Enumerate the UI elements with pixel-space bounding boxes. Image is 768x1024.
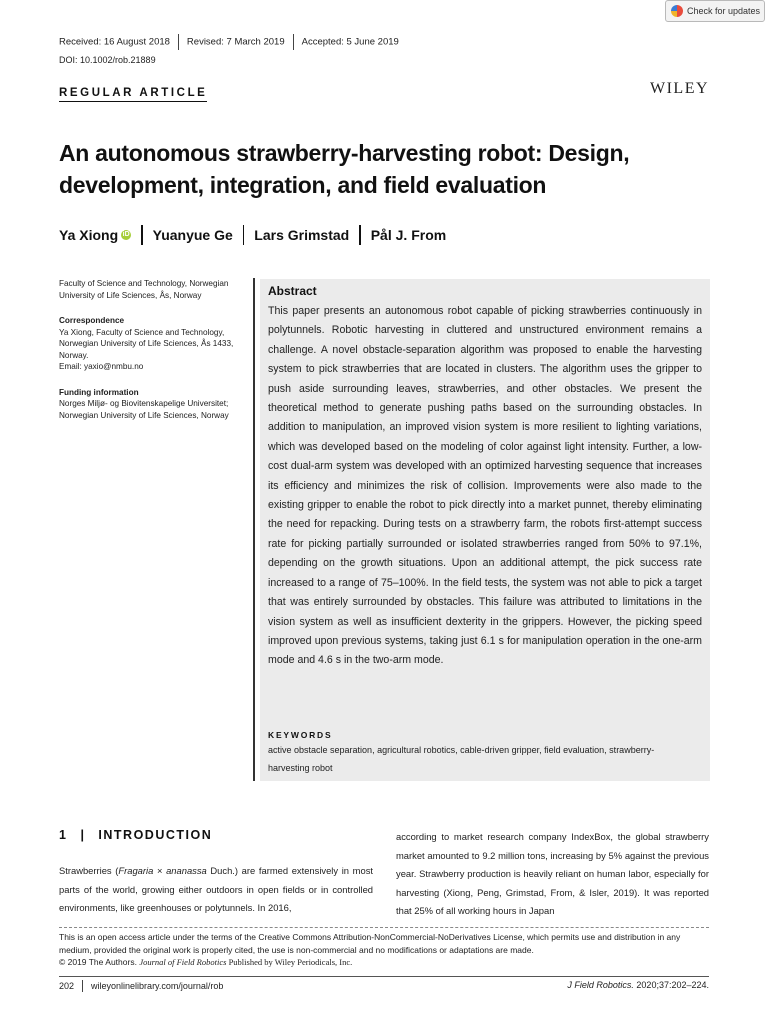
accepted-date: Accepted: 5 June 2019 [301,36,399,48]
correspondence-text: Ya Xiong, Faculty of Science and Technology, Norwegian University of Life Sciences, Ås 1433, Norway. [59,327,234,360]
section-number: 1 [59,828,68,842]
species-name: Fragaria [118,865,154,876]
citation-text: 2020;37:202–224. [633,980,709,990]
author-name[interactable]: Ya Xiong [59,227,119,243]
journal-abbrev: J Field Robotics. [567,980,634,990]
page-title [59,137,719,201]
abstract-heading: Abstract [268,284,317,298]
correspondence-heading: Correspondence [59,316,125,325]
journal-name: Journal of Field Robotics [139,957,227,967]
funding-heading: Funding information [59,387,139,397]
article-type: REGULAR ARTICLE [59,87,207,102]
author-list [59,225,446,245]
license-text: This is an open access article under the terms of the Creative Commons Attribution-NonCommercial-NoDerivatives License, which permits use and distribution in any medium, provided the original work is properly cited, the use is non-commercial and no modifications or adaptations are made. [59,932,681,955]
text-span: Published by Wiley Periodicals, Inc. [226,957,353,967]
page-footer-left [59,980,223,992]
text-span: Strawberries ( [59,865,119,876]
divider [293,34,294,50]
column-divider [253,278,255,781]
author-name[interactable]: Yuanyue Ge [152,227,233,243]
text-span: × [153,865,167,876]
doi[interactable]: DOI: 10.1002/rob.21889 [59,55,156,65]
journal-url[interactable]: wileyonlinelibrary.com/journal/rob [91,981,224,991]
species-name: ananassa [166,865,207,876]
footer-rule [59,976,709,977]
text-span: Duch.) are farmed extensively in most parts of the world, growing either outdoors in open fields or in controlled environments, like greenhouses or polytunnels. In 2016, [59,865,373,914]
divider [359,225,361,245]
abstract-box [260,279,710,781]
author-name[interactable]: Pål J. From [370,227,447,243]
intro-right-column: according to market research company IndexBox, the global strawberry market amounted to 9.2 million tons, increasing by 5% against the previous year. Strawberry production is heavily reliant on human labor, especially for harvesting (Xiong, Peng, Grimstad, From, & Isler, 2019). It was reported that 25% of all working hours in Japan [396,831,709,917]
orcid-icon[interactable]: iD [122,231,130,238]
section-heading [59,828,212,842]
citation [567,980,709,990]
divider [178,34,179,50]
text-span: © 2019 The Authors. [59,957,140,967]
sidebar-info [59,278,249,421]
page-number: 202 [59,981,75,991]
title-line-1: An autonomous strawberry-harvesting robot: Design, [59,140,630,166]
heading-separator: | [80,828,86,842]
intro-left-column [59,862,373,918]
title-line-2: development, integration, and field evaluation [59,172,547,198]
license-footnote [59,931,711,969]
divider [243,225,245,245]
keywords-list: active obstacle separation, agricultural robotics, cable-driven gripper, field evaluation, strawberry-harvesting robot [268,745,655,773]
funding-text: Norges Miljø- og Biovitenskapelige Universitet; Norwegian University of Life Sciences, Norway [59,399,229,420]
crossmark-icon [671,5,683,17]
footnote-divider [59,927,709,928]
check-for-updates-label: Check for updates [687,6,761,16]
revised-date: Revised: 7 March 2019 [186,36,285,48]
received-date: Received: 16 August 2018 [59,36,170,48]
keywords-heading: KEYWORDS [268,730,333,740]
divider [82,980,83,992]
publisher-logo: WILEY [650,80,710,97]
divider [141,225,143,245]
author-name[interactable]: Lars Grimstad [254,227,350,243]
copyright-line [59,956,711,969]
affiliation: Faculty of Science and Technology, Norwegian University of Life Sciences, Ås, Norway [59,279,229,300]
section-title: INTRODUCTION [98,828,213,842]
email[interactable]: Email: yaxio@nmbu.no [59,362,144,371]
abstract-text: This paper presents an autonomous robot capable of picking strawberries continuously in polytunnels. Robotic harvesting in cluttered and unstructured environment remains a challenge. A novel obstacle-separation algorithm was proposed to enable the harvesting system to pick strawberries that are located in clusters. The algorithm uses the gripper to push aside surrounding leaves, strawberries, and other obstacles. We present the theoretical method to generate pushing paths based on the surrounding obstacles. In addition to manipulation, an improved vision system is more resilient to lighting variations, which was developed based on the modeling of color against light intensity. Further, a low-cost dual-arm system was developed with an optimized harvesting sequence that increases its efficiency and minimizes the risk of collision. Improvements were also made to the existing gripper to enable the robot to pick directly into a market punnet, thereby eliminating the need for repacking. During tests on a strawberry farm, the robots first-attempt success rate for picking partially surrounded or isolated strawberries ranged from 50% to 97.1%, depending on the growth situations. Upon an additional attempt, the pick success rate increased to a range of 75–100%. In the field tests, the system was not able to pick a target that was entirely surrounded by obstacles. This failure was attributed to limitations in the vision system as well as insufficient dexterity in the grippers. However, the picking speed improved upon previous systems, taking just 6.1 s for manipulation operation in the one-arm mode and 4.6 s in the two-arm mode. [268,305,702,667]
check-for-updates-button[interactable] [665,0,765,22]
article-dates [59,34,399,50]
